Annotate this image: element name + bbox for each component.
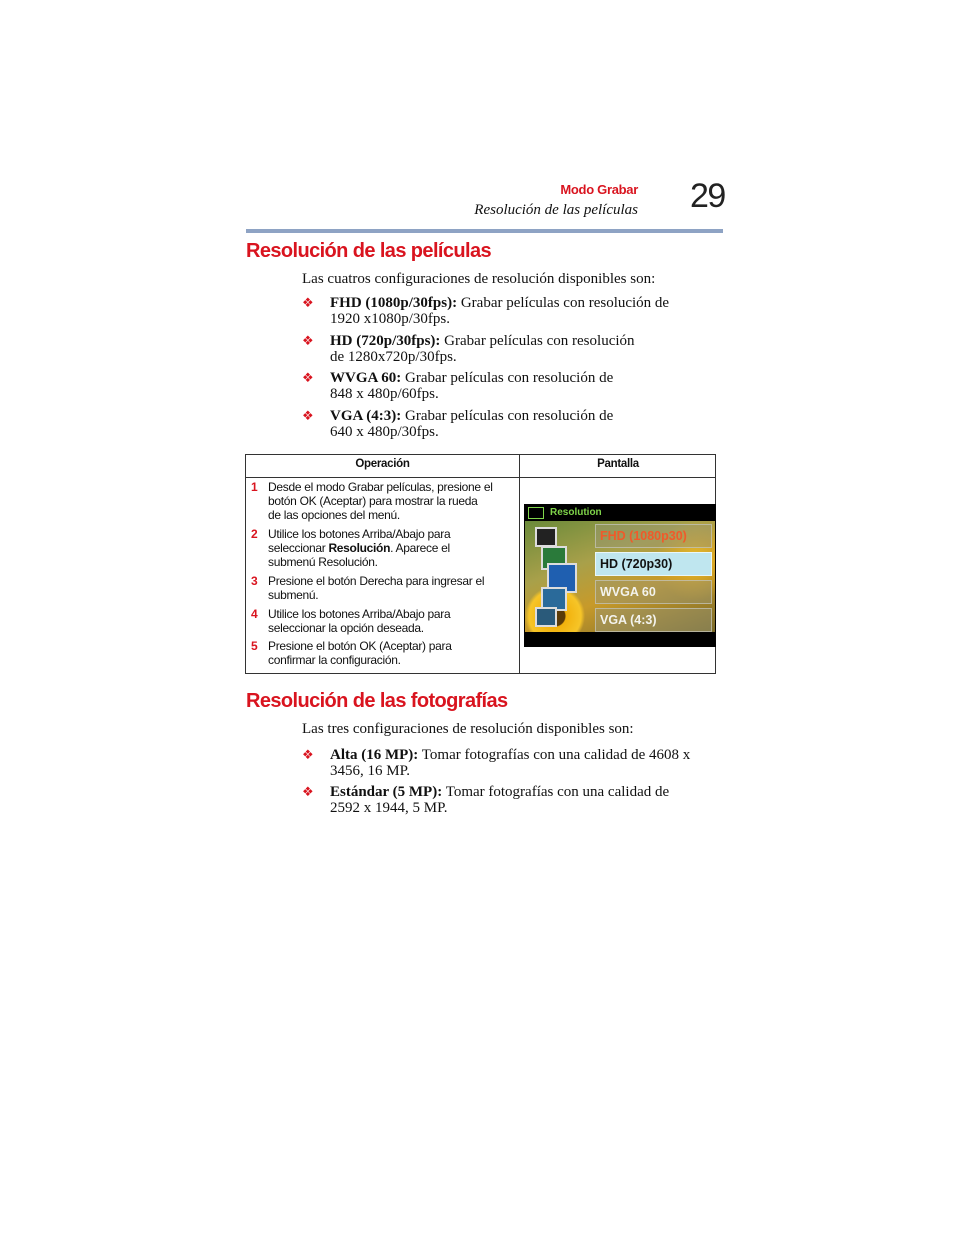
- column-divider: [519, 455, 520, 673]
- step-text: submenú.: [268, 588, 319, 602]
- bullet-text-cont: 2592 x 1944, 5 MP.: [330, 800, 448, 816]
- step-keyword: Resolución: [328, 541, 391, 555]
- bullet-label: HD (720p/30fps):: [330, 333, 441, 349]
- step-text: . Aparece el: [390, 541, 450, 555]
- option-hd: HD (720p30): [595, 552, 712, 576]
- bullet-label: FHD (1080p/30fps):: [330, 295, 458, 311]
- step-text: Desde el modo Grabar películas, presione el: [268, 480, 493, 494]
- movies-intro: Las cuatros configuraciones de resolución disponibles son:: [302, 271, 656, 287]
- bullet-diamond-icon: ❖: [302, 747, 314, 762]
- step-text: botón OK (Aceptar) para mostrar la rueda: [268, 494, 478, 508]
- step-number: 1: [251, 480, 258, 494]
- step-text: Presione el botón Derecha para ingresar el: [268, 574, 485, 588]
- page-number: 29: [690, 177, 725, 215]
- bullet-text: Grabar películas con resolución: [440, 333, 635, 349]
- exit-icon: [535, 607, 557, 627]
- step-number: 2: [251, 527, 258, 541]
- bullet-text-cont: 3456, 16 MP.: [330, 763, 411, 779]
- bullet-diamond-icon: ❖: [302, 333, 314, 348]
- bullet-text-cont: 640 x 480p/30fps.: [330, 424, 439, 440]
- step-text: Utilice los botones Arriba/Abajo para: [268, 607, 451, 621]
- camera-screen-image: [524, 504, 716, 647]
- running-header-subsection: Resolución de las películas: [474, 202, 638, 218]
- bullet-label: Alta (16 MP):: [330, 747, 419, 763]
- step-text: Presione el botón OK (Aceptar) para: [268, 639, 452, 653]
- screen-title-bar: [524, 504, 716, 521]
- bullet-text-cont: 1920 x1080p/30fps.: [330, 311, 450, 327]
- bullet-text: Tomar fotografías con una calidad de: [442, 784, 670, 800]
- header-rule: [246, 229, 723, 233]
- bullet-text: Tomar fotografías con una calidad de 4608 x: [418, 747, 691, 763]
- header-divider: [246, 477, 715, 478]
- step-number: 5: [251, 639, 258, 653]
- bullet-label: WVGA 60:: [330, 370, 402, 386]
- bullet-text-cont: de 1280x720p/30fps.: [330, 349, 457, 365]
- bullet-text: Grabar películas con resolución de: [401, 408, 614, 424]
- movie-mode-icon: [528, 507, 544, 519]
- column-header-operation: Operación: [355, 458, 410, 470]
- bullet-label: Estándar (5 MP):: [330, 784, 443, 800]
- photos-intro: Las tres configuraciones de resolución disponibles son:: [302, 721, 634, 737]
- step-text: seleccionar la opción deseada.: [268, 621, 424, 635]
- step-text: de las opciones del menú.: [268, 508, 400, 522]
- bullet-text: Grabar películas con resolución de: [401, 370, 614, 386]
- screen-title: Resolution: [550, 507, 602, 518]
- step-text: confirmar la configuración.: [268, 653, 401, 667]
- running-header-section: Modo Grabar: [560, 182, 638, 197]
- bullet-diamond-icon: ❖: [302, 295, 314, 310]
- bullet-text-cont: 848 x 480p/60fps.: [330, 386, 439, 402]
- option-vga: VGA (4:3): [595, 608, 712, 632]
- bullet-text: Grabar películas con resolución de: [457, 295, 670, 311]
- option-fhd: FHD (1080p30): [595, 524, 712, 548]
- step-text: Utilice los botones Arriba/Abajo para: [268, 527, 451, 541]
- bullet-diamond-icon: ❖: [302, 784, 314, 799]
- scene-icon: [535, 527, 557, 547]
- section-title-movies: Resolución de las películas: [246, 240, 492, 262]
- section-title-photos: Resolución de las fotografías: [246, 690, 508, 712]
- bullet-label: VGA (4:3):: [330, 408, 402, 424]
- step-number: 3: [251, 574, 258, 588]
- bullet-diamond-icon: ❖: [302, 408, 314, 423]
- step-text: seleccionar: [268, 541, 329, 555]
- bullet-diamond-icon: ❖: [302, 370, 314, 385]
- option-wvga: WVGA 60: [595, 580, 712, 604]
- step-number: 4: [251, 607, 258, 621]
- step-text: submenú Resolución.: [268, 555, 378, 569]
- sunflower-background: [525, 521, 715, 632]
- column-header-screen: Pantalla: [597, 458, 639, 470]
